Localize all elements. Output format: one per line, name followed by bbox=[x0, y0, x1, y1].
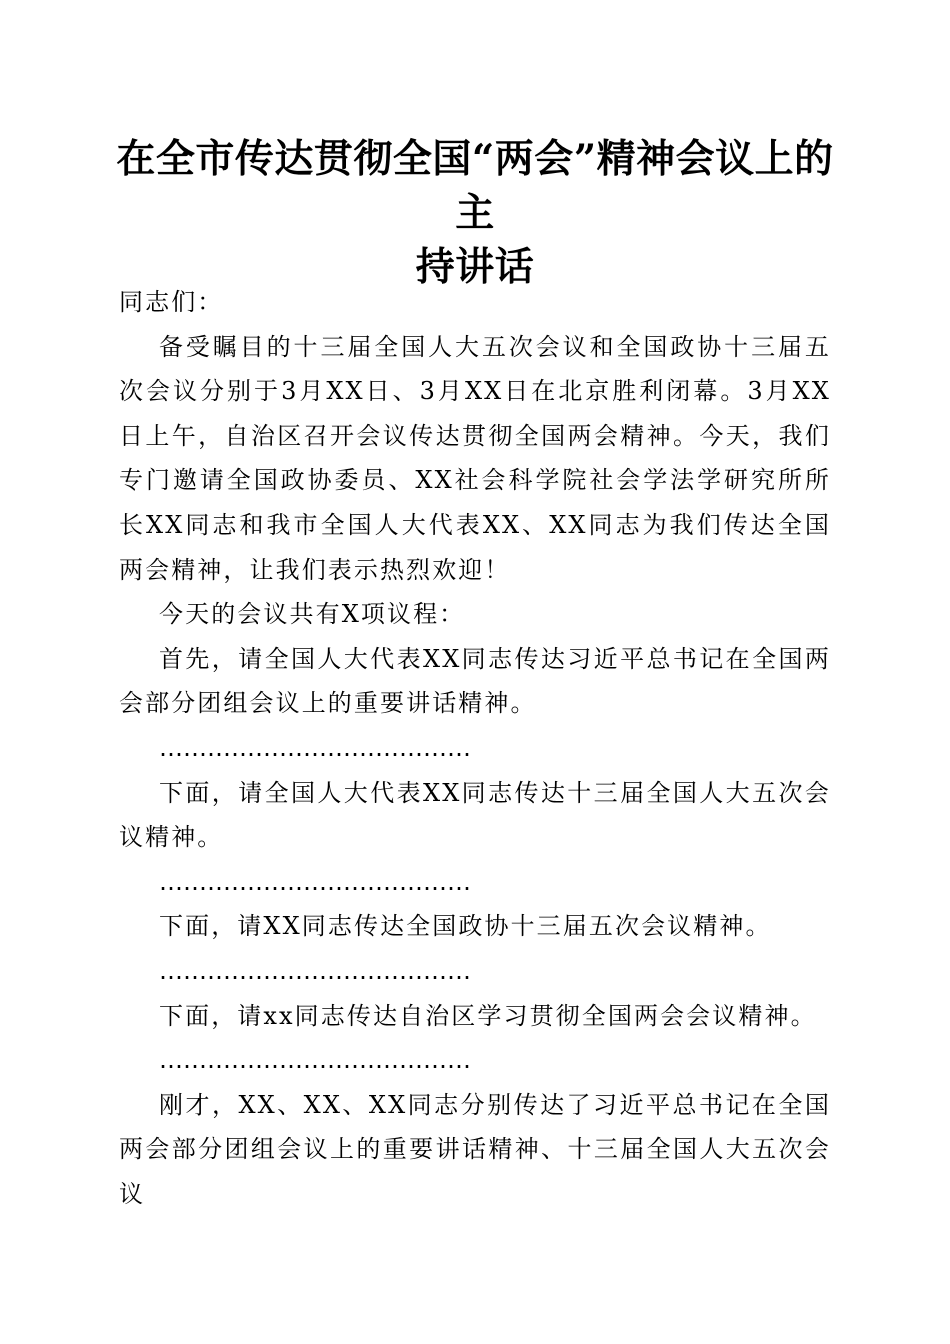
paragraph-summary: 刚才，XX、XX、XX同志分别传达了习近平总书记在全国两会部分团组会议上的重要讲话精神、十三届全国人大五次会议 bbox=[119, 1090, 831, 1208]
salutation: 同志们： bbox=[119, 288, 224, 316]
paragraph-item-4: 下面，请xx同志传达自治区学习贯彻全国两会会议精神。 bbox=[159, 1001, 817, 1030]
title-line-1: 在全市传达贯彻全国“两会”精神会议上的主 bbox=[116, 136, 834, 236]
paragraph-item-2: 下面，请全国人大代表XX同志传达十三届全国人大五次会议精神。 bbox=[119, 778, 831, 852]
paragraph-item-3: 下面，请XX同志传达全国政协十三届五次会议精神。 bbox=[159, 912, 772, 941]
document-title bbox=[100, 132, 850, 294]
document-body bbox=[119, 280, 831, 1216]
ellipsis-line: ………………………………… bbox=[159, 867, 471, 896]
paragraph-agenda: 今天的会议共有X项议程： bbox=[159, 600, 466, 629]
paragraph-opening: 备受瞩目的十三届全国人大五次会议和全国政协十三届五次会议分别于3月XX日、3月XX日在北京胜利闭幕。3月XX日上午，自治区召开会议传达贯彻全国两会精神。今天，我们专门邀请全国政协委员、XX社会科学院社会学法学研究所所长XX同志和我市全国人大代表XX、XX同志为我们传达全国两会精神，让我们表示热烈欢迎！ bbox=[119, 332, 831, 584]
ellipsis-line: ………………………………… bbox=[159, 1046, 471, 1075]
paragraph-item-1: 首先，请全国人大代表XX同志传达习近平总书记在全国两会部分团组会议上的重要讲话精神。 bbox=[119, 644, 831, 718]
ellipsis-line: ………………………………… bbox=[159, 733, 471, 762]
title-line-2: 持讲话 bbox=[415, 244, 535, 290]
ellipsis-line: ………………………………… bbox=[159, 956, 471, 985]
